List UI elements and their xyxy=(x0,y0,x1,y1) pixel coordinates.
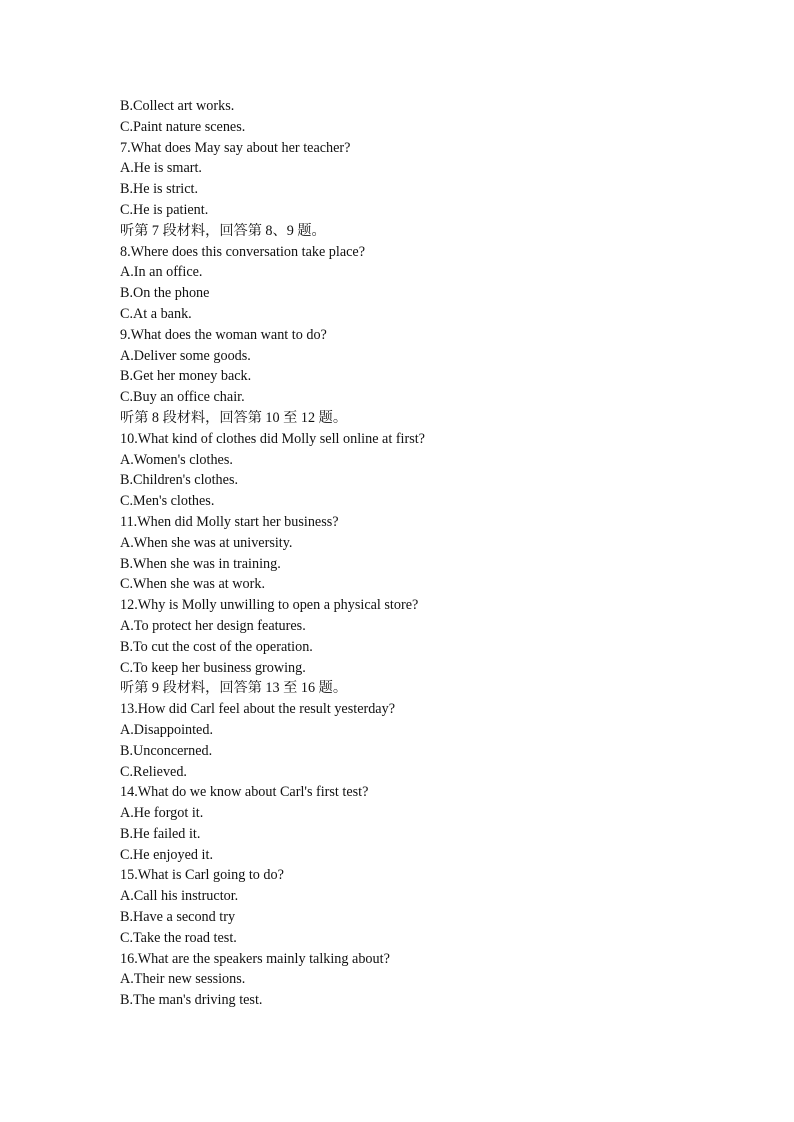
question-line: 7.What does May say about her teacher? xyxy=(120,139,351,156)
question-line: 12.Why is Molly unwilling to open a physical store? xyxy=(120,597,419,614)
option-line: B.Unconcerned. xyxy=(120,742,213,759)
option-line: A.Disappointed. xyxy=(120,721,213,738)
question-line: 14.What do we know about Carl's first test? xyxy=(120,784,369,801)
option-line: C.Take the road test. xyxy=(120,929,237,946)
section-instruction: 听第 7 段材料，回答第 8、9 题。 xyxy=(120,222,326,239)
option-line: A.In an office. xyxy=(120,264,203,281)
option-line: B.He failed it. xyxy=(120,825,201,842)
question-line: 11.When did Molly start her business? xyxy=(120,513,339,530)
option-line: C.At a bank. xyxy=(120,305,192,322)
option-line: A.Women's clothes. xyxy=(120,451,233,468)
question-list xyxy=(120,96,680,1011)
option-line: C.When she was at work. xyxy=(120,576,265,593)
option-line: B.Have a second try xyxy=(120,909,236,926)
option-line: C.He enjoyed it. xyxy=(120,846,213,863)
option-line: A.Their new sessions. xyxy=(120,971,246,988)
option-line: A.He forgot it. xyxy=(120,805,204,822)
option-line: C.Paint nature scenes. xyxy=(120,118,246,135)
option-line: C.Men's clothes. xyxy=(120,493,215,510)
option-line: B.Get her money back. xyxy=(120,368,252,385)
question-line: 16.What are the speakers mainly talking about? xyxy=(120,950,390,967)
option-line: A.Call his instructor. xyxy=(120,888,239,905)
option-line: C.To keep her business growing. xyxy=(120,659,306,676)
option-line: C.Relieved. xyxy=(120,763,187,780)
option-line: B.Children's clothes. xyxy=(120,472,239,489)
option-line: A.He is smart. xyxy=(120,160,202,177)
option-line: B.On the phone xyxy=(120,285,210,302)
section-instruction: 听第 9 段材料，回答第 13 至 16 题。 xyxy=(120,680,348,697)
question-line: 15.What is Carl going to do? xyxy=(120,867,284,884)
option-line: A.Deliver some goods. xyxy=(120,347,251,364)
option-line: A.When she was at university. xyxy=(120,534,293,551)
option-line: B.To cut the cost of the operation. xyxy=(120,638,313,655)
option-line: B.Collect art works. xyxy=(120,98,235,114)
option-line: A.To protect her design features. xyxy=(120,617,306,634)
option-line: C.Buy an office chair. xyxy=(120,389,245,406)
option-line: B.When she was in training. xyxy=(120,555,281,572)
option-line: B.The man's driving test. xyxy=(120,992,263,1009)
question-line: 13.How did Carl feel about the result yesterday? xyxy=(120,701,395,718)
question-line: 9.What does the woman want to do? xyxy=(120,326,327,343)
option-line: C.He is patient. xyxy=(120,201,209,218)
question-line: 10.What kind of clothes did Molly sell online at first? xyxy=(120,430,425,447)
section-instruction: 听第 8 段材料，回答第 10 至 12 题。 xyxy=(120,409,348,426)
question-line: 8.Where does this conversation take place? xyxy=(120,243,366,260)
option-line: B.He is strict. xyxy=(120,181,199,198)
